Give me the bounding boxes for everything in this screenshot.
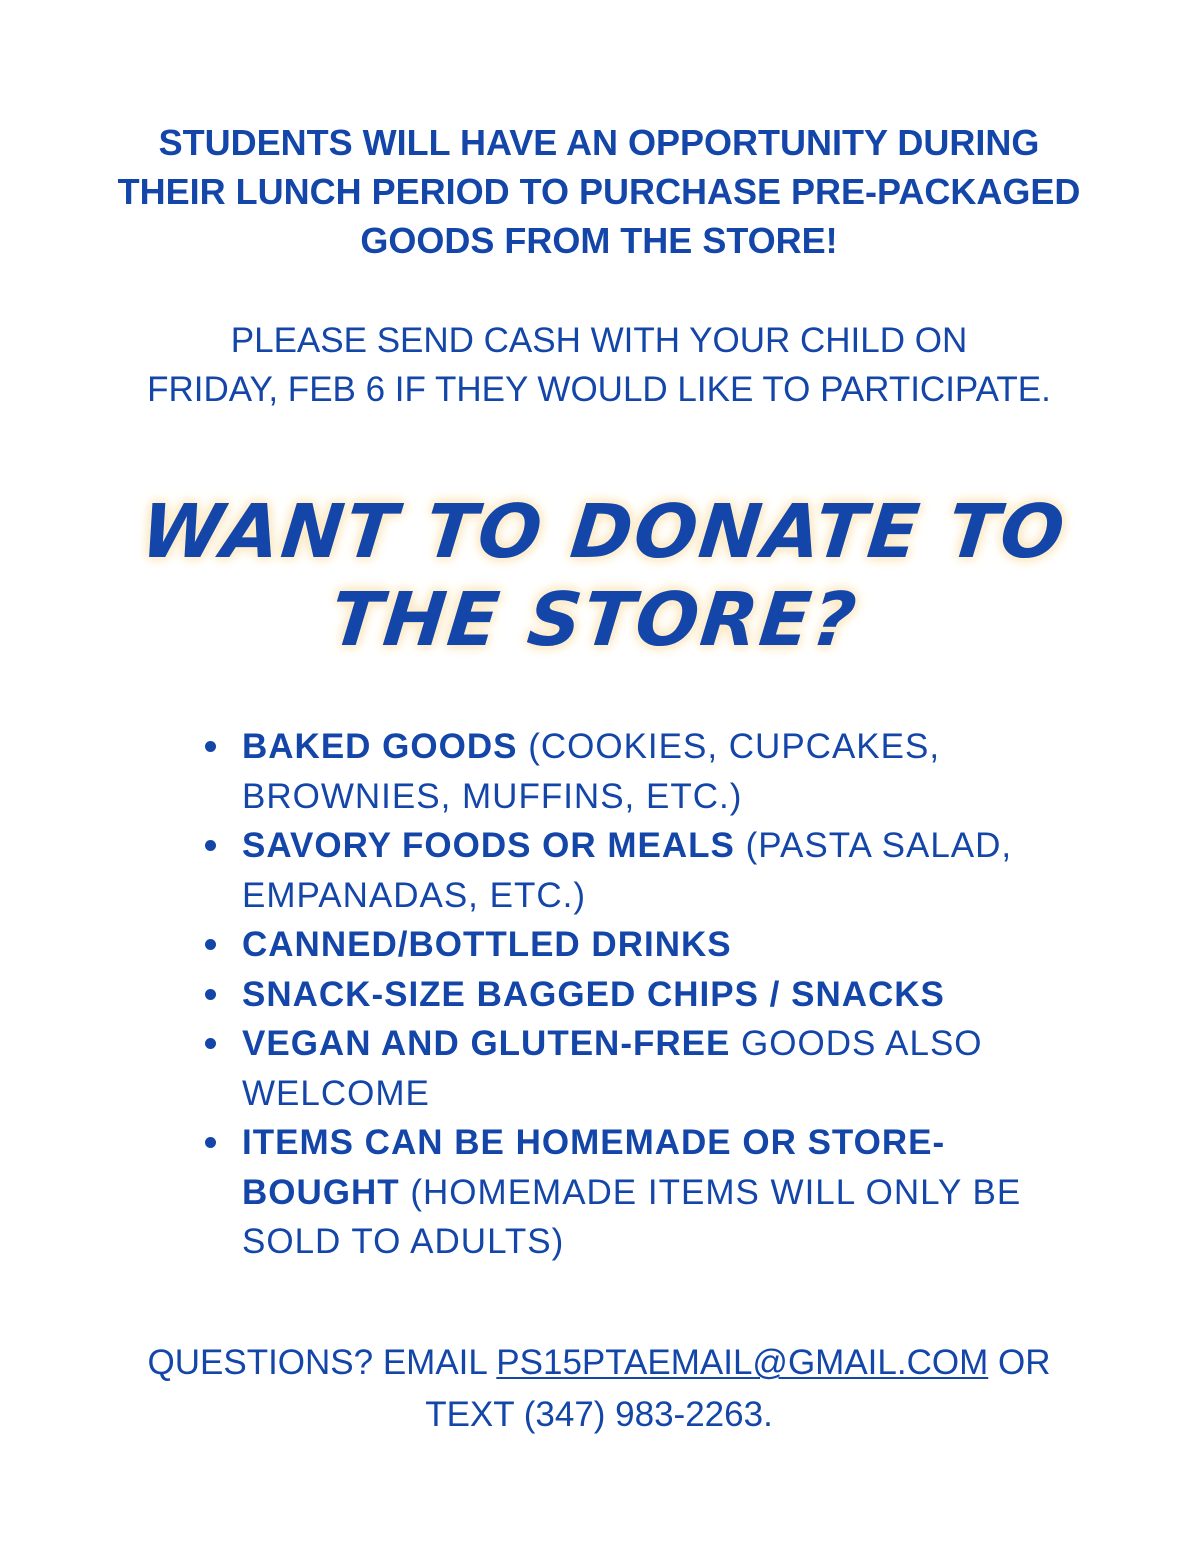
headline-line-2: THE STORE? (326, 577, 862, 663)
item-bold-text: VEGAN AND GLUTEN-FREE (242, 1024, 731, 1063)
bullet-icon (205, 939, 216, 950)
item-bold-text: BAKED GOODS (242, 727, 518, 766)
item-bold-text: CANNED/BOTTLED DRINKS (242, 925, 732, 964)
item-bold-text: ITEMS CAN BE HOMEMADE OR STORE-BOUGHT (242, 1123, 946, 1212)
item-bold-text: SNACK-SIZE BAGGED CHIPS / SNACKS (242, 974, 945, 1014)
bullet-icon (205, 840, 216, 851)
bullet-icon (205, 989, 216, 1000)
contact-prefix: QUESTIONS? EMAIL (147, 1343, 497, 1382)
list-item (205, 920, 1085, 970)
send-cash-line-1: PLEASE SEND CASH WITH YOUR CHILD ON (230, 321, 968, 360)
list-item (205, 821, 1085, 920)
bullet-icon (205, 1038, 216, 1049)
bullet-icon (205, 741, 216, 752)
send-cash-notice (40, 316, 1158, 414)
donate-headline (111, 488, 1087, 664)
item-detail-text: (COOKIES, CUPCAKES, BROWNIES, MUFFINS, ETC.) (242, 727, 941, 816)
intro-line-2: THEIR LUNCH PERIOD TO PURCHASE PRE-PACKAGED (117, 171, 1081, 212)
item-detail-text: GOODS ALSO WELCOME (242, 1024, 983, 1113)
contact-info (40, 1337, 1158, 1441)
intro-line-3: GOODS FROM THE STORE! (360, 220, 838, 261)
donation-items-list (205, 722, 1085, 1267)
list-item (205, 970, 1085, 1020)
bullet-icon (205, 1137, 216, 1148)
item-bold-text: SAVORY FOODS OR MEALS (242, 826, 735, 865)
item-detail-text: (PASTA SALAD, EMPANADAS, ETC.) (242, 826, 1013, 915)
contact-line-2: TEXT (347) 983-2263. (425, 1395, 773, 1434)
email-link[interactable]: PS15PTAEMAIL@GMAIL.COM (496, 1343, 989, 1382)
list-item (205, 722, 1085, 821)
contact-line-1 (40, 1337, 1158, 1389)
intro-text (40, 118, 1158, 265)
send-cash-line-2: FRIDAY, FEB 6 IF THEY WOULD LIKE TO PARTICIPATE. (147, 370, 1051, 409)
headline-line-1: WANT TO DONATE TO (136, 489, 1071, 575)
list-item (205, 1019, 1085, 1118)
list-item (205, 1118, 1085, 1267)
intro-line-1: STUDENTS WILL HAVE AN OPPORTUNITY DURING (158, 122, 1040, 163)
contact-middle: OR (988, 1343, 1051, 1382)
item-detail-text: (HOMEMADE ITEMS WILL ONLY BE SOLD TO ADULTS) (242, 1172, 1022, 1261)
